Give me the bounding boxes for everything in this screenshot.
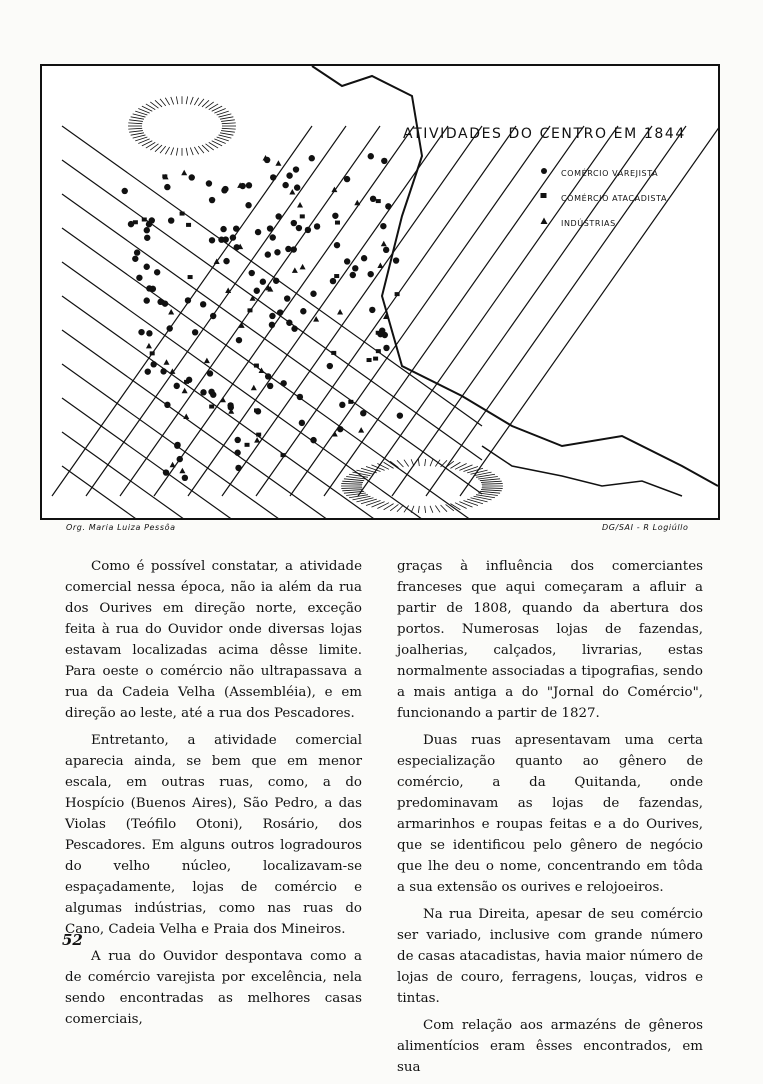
retail-mark (285, 246, 291, 252)
retail-mark (177, 456, 183, 462)
street-line (62, 262, 482, 520)
retail-mark (284, 295, 290, 301)
retail-mark (293, 166, 299, 172)
retail-mark (275, 213, 281, 219)
wholesale-mark (373, 357, 378, 361)
retail-mark (397, 412, 403, 418)
wholesale-mark (376, 331, 381, 335)
industry-mark (182, 388, 188, 394)
retail-mark (369, 307, 375, 313)
hill-hatch (221, 131, 235, 133)
retail-mark (134, 249, 140, 255)
industry-mark (358, 427, 364, 433)
retail-mark (249, 270, 255, 276)
retail-mark (274, 249, 280, 255)
paragraph: graças à influência dos comerciantes franceses que aqui começaram a afluir a partir de 1808, quando da abertura dos portos. Numerosas lojas de fazendas, joalherias, calçados, livrarias, estas normalmente associadas a tipografias, sendo a mais antiga a do "Jornal do Comércio", funcionando a partir de 1827. (397, 559, 703, 721)
retail-mark (192, 329, 198, 335)
street-line (392, 126, 652, 496)
retail-mark (144, 264, 150, 270)
hill-hatch (411, 459, 414, 466)
retail-mark (368, 153, 374, 159)
wholesale-mark (376, 199, 381, 203)
retail-mark (160, 368, 166, 374)
retail-mark (383, 247, 389, 253)
retail-mark (296, 225, 302, 231)
hill-hatch (198, 146, 204, 153)
retail-mark (200, 301, 206, 307)
legend-label: COMÉRCIO VAREJISTA (561, 169, 659, 178)
hill-hatch (366, 500, 381, 505)
retail-mark (174, 383, 180, 389)
retail-mark (154, 269, 160, 275)
retail-mark (145, 368, 151, 374)
paragraph: Com relação aos armazéns de gêneros alimentícios eram êsses encontrados, em sua (397, 1018, 703, 1075)
industry-mark (292, 267, 298, 273)
hill-hatch (480, 491, 500, 493)
wholesale-mark (245, 443, 250, 447)
hill-hatch (133, 135, 146, 138)
wholesale-mark (186, 223, 191, 227)
map-title: ATIVIDADES DO CENTRO EM 1844 (403, 126, 686, 142)
retail-mark (310, 437, 316, 443)
retail-mark (327, 363, 333, 369)
text-column-right (397, 556, 703, 1084)
retail-mark (269, 322, 275, 328)
hill-hatch (425, 506, 426, 513)
retail-mark (334, 242, 340, 248)
retail-mark (385, 203, 391, 209)
retail-mark (393, 257, 399, 263)
retail-mark (273, 278, 279, 284)
retail-mark (254, 288, 260, 294)
retail-mark (209, 197, 215, 203)
retail-mark (245, 202, 251, 208)
street-line (62, 126, 482, 426)
retail-mark (344, 258, 350, 264)
hill-hatch (165, 98, 169, 105)
wholesale-mark (300, 214, 305, 218)
retail-mark (163, 469, 169, 475)
industry-mark (220, 397, 226, 403)
retail-mark (236, 337, 242, 343)
retail-mark (269, 313, 275, 319)
industry-mark (183, 413, 189, 419)
retail-mark (149, 217, 155, 223)
retail-mark (146, 285, 152, 291)
industry-mark (332, 431, 338, 437)
wholesale-mark (254, 408, 259, 412)
retail-mark (294, 184, 300, 190)
retail-mark (233, 225, 239, 231)
industry-mark (168, 309, 174, 315)
wholesale-mark (335, 221, 340, 225)
retail-mark (330, 278, 336, 284)
hill-hatch (430, 459, 433, 466)
retail-mark (300, 308, 306, 314)
retail-mark (299, 420, 305, 426)
hill-hatch (221, 120, 235, 122)
retail-mark (230, 234, 236, 240)
retail-mark (235, 465, 241, 471)
wholesale-mark (180, 212, 185, 216)
street-line (188, 126, 448, 496)
hill-hatch (220, 117, 233, 119)
street-line (222, 126, 482, 496)
industry-mark (204, 358, 210, 364)
hill-hatch (194, 98, 198, 105)
industry-mark (164, 359, 170, 365)
retail-mark (350, 272, 356, 278)
hill-hatch (404, 460, 409, 467)
industry-mark (275, 160, 281, 166)
hill-hatch (222, 123, 236, 124)
wholesale-mark (150, 351, 155, 355)
wholesale-mark (395, 292, 400, 296)
hill-hatch (480, 479, 500, 481)
map-credit-drafting: DG/SAI - R Logiúllo (602, 523, 689, 532)
map-credit-author: Org. Maria Luiza Pessôa (66, 523, 176, 532)
hill-hatch (128, 128, 142, 129)
square-icon (539, 191, 549, 201)
retail-mark (339, 402, 345, 408)
paragraph: Como é possível constatar, a atividade comercial nessa época, não ia além da rua dos Ourives em direção norte, exceção feita à rua do Ouvidor onde diversas lojas estavam localizadas acima dêsse limite. Para oeste o comércio não ultrapassava a rua da Cadeia Velha (Assembléia), e em direção ao leste, até a rua dos Pescadores. (65, 559, 362, 721)
paragraph: Entretanto, a atividade comercial aparecia ainda, se bem que em menor escala, em outras ruas, como, a do Hospício (Buenos Aires), São Pedro, a das Violas (Teófilo Otoni), Rosário, dos Pescadores. Em alguns outros logradouros do velho núcleo, localizavam-se espaçadamente, lojas de comércio e algumas indústrias, como nas ruas do Cano, Cadeia Velha e Praia dos Mineiros. (65, 733, 362, 937)
hill-hatch (463, 500, 478, 505)
hill-hatch (186, 96, 187, 104)
paragraph: Duas ruas apresentavam uma certa especialização quanto ao gênero de comércio, a da Quitanda, onde predominavam as lojas de fazendas, armarinhos e roupas feitas e a do Ourives, que se identificou pelo gênero de negócio que lhe deu o nome, concentrando em tôda a sua extensão os ourives e relojoeiros. (397, 733, 703, 895)
retail-mark (209, 237, 215, 243)
wholesale-mark (281, 453, 286, 457)
retail-mark (368, 271, 374, 277)
hill-hatch (160, 99, 166, 106)
hill-hatch (176, 148, 177, 156)
map-figure (40, 64, 720, 520)
industry-mark (297, 202, 303, 208)
retail-mark (361, 255, 367, 261)
hill-hatch (341, 488, 362, 489)
retail-mark (291, 220, 297, 226)
hill-hatch (190, 148, 193, 156)
street-line (62, 398, 482, 520)
hill-hatch (341, 484, 362, 485)
retail-mark (267, 225, 273, 231)
industry-mark (354, 200, 360, 206)
hill-hatch (186, 148, 187, 156)
industry-mark (179, 468, 185, 474)
retail-mark (174, 442, 180, 448)
hill-hatch (160, 146, 166, 153)
hill-hatch (219, 114, 232, 117)
retail-mark (265, 251, 271, 257)
hill-hatch (131, 133, 144, 135)
retail-mark (200, 389, 206, 395)
wholesale-mark (184, 380, 189, 384)
industry-mark (381, 241, 387, 247)
hill-hatch (222, 128, 236, 129)
hill-hatch (482, 484, 503, 485)
retail-mark (206, 180, 212, 186)
hill-hatch (342, 490, 363, 491)
coastline (482, 446, 682, 496)
hill-hatch (418, 506, 419, 513)
retail-mark (234, 244, 240, 250)
retail-mark (138, 329, 144, 335)
hill-hatch (435, 505, 440, 512)
retail-mark (260, 279, 266, 285)
retail-mark (265, 373, 271, 379)
retail-mark (122, 188, 128, 194)
hill-hatch (481, 481, 502, 482)
retail-mark (128, 221, 134, 227)
hill-hatch (165, 147, 169, 154)
retail-mark (144, 297, 150, 303)
retail-mark (270, 174, 276, 180)
hill-hatch (344, 479, 364, 481)
industry-mark (170, 462, 176, 468)
retail-mark (314, 223, 320, 229)
industry-mark (337, 309, 343, 315)
retail-mark (277, 309, 283, 315)
wholesale-mark (254, 364, 259, 368)
hill-hatch (397, 505, 403, 512)
retail-mark (208, 389, 214, 395)
hill-hatch (220, 133, 233, 135)
hill-hatch (463, 466, 478, 471)
wholesale-mark (334, 274, 339, 278)
retail-mark (246, 182, 252, 188)
retail-mark (381, 158, 387, 164)
industry-mark (146, 343, 152, 349)
street-line (290, 126, 550, 496)
retail-mark (235, 437, 241, 443)
retail-mark (297, 394, 303, 400)
retail-mark (344, 176, 350, 182)
street-line (62, 160, 482, 460)
wholesale-mark (376, 349, 381, 353)
retail-mark (380, 223, 386, 229)
hill-hatch (482, 488, 503, 489)
retail-mark (189, 174, 195, 180)
retail-mark (210, 313, 216, 319)
retail-mark (221, 187, 227, 193)
retail-mark (383, 345, 389, 351)
text-column-left (65, 556, 362, 1036)
retail-mark (168, 217, 174, 223)
hill-hatch (171, 97, 174, 105)
industry-mark (251, 385, 257, 391)
industry-mark (181, 170, 187, 176)
legend-label: INDÚSTRIAS (561, 219, 616, 228)
hill-hatch (219, 135, 232, 138)
hill-hatch (171, 148, 174, 156)
retail-mark (164, 184, 170, 190)
retail-mark (286, 172, 292, 178)
retail-mark (360, 410, 366, 416)
hill-hatch (131, 117, 144, 119)
industry-mark (289, 189, 295, 195)
retail-mark (144, 235, 150, 241)
retail-mark (144, 227, 150, 233)
hill-hatch (418, 459, 419, 466)
retail-mark (332, 213, 338, 219)
wholesale-mark (331, 351, 336, 355)
street-line (426, 126, 686, 496)
paragraph: Na rua Direita, apesar de seu comércio ser variado, inclusive com grande número de casas atacadistas, havia maior número de lojas de couro, ferragens, louças, vidros e tintas. (397, 907, 703, 1006)
street-line (358, 126, 618, 496)
hill-hatch (194, 147, 198, 154)
page-number: 52 (62, 931, 83, 949)
wholesale-mark (247, 308, 252, 312)
wholesale-mark (348, 400, 353, 404)
retail-mark (234, 450, 240, 456)
circle-icon (539, 166, 549, 176)
retail-mark (309, 155, 315, 161)
legend-label: COMÉRCIO ATACADISTA (561, 194, 668, 203)
retail-mark (164, 402, 170, 408)
hill-hatch (133, 114, 146, 117)
industry-mark (377, 263, 383, 269)
retail-mark (370, 196, 376, 202)
wholesale-mark (142, 218, 147, 222)
retail-mark (207, 370, 213, 376)
retail-mark (150, 361, 156, 367)
retail-mark (146, 330, 152, 336)
hill-hatch (481, 490, 502, 491)
hill-hatch (176, 96, 177, 104)
retail-mark (282, 182, 288, 188)
hill-hatch (128, 123, 142, 124)
retail-mark (337, 426, 343, 432)
retail-mark (267, 383, 273, 389)
hill-hatch (397, 460, 403, 467)
hill-hatch (190, 97, 193, 105)
industry-mark (254, 437, 260, 443)
retail-mark (223, 258, 229, 264)
retail-mark (310, 291, 316, 297)
retail-mark (291, 326, 297, 332)
retail-mark (286, 320, 292, 326)
wholesale-mark (209, 405, 214, 409)
retail-mark (280, 380, 286, 386)
retail-mark (162, 300, 168, 306)
retail-mark (167, 325, 173, 331)
hill-hatch (430, 506, 433, 513)
hill-hatch (441, 505, 447, 512)
retail-mark (352, 265, 358, 271)
retail-mark (136, 275, 142, 281)
hill-hatch (425, 459, 426, 466)
retail-mark (270, 234, 276, 240)
paragraph: A rua do Ouvidor despontava como a de comércio varejista por excelência, nela sendo encontradas as melhores casas comerciais, (65, 949, 362, 1027)
retail-mark (222, 236, 228, 242)
wholesale-mark (256, 433, 261, 437)
wholesale-mark (188, 275, 193, 279)
hill-hatch (342, 481, 363, 482)
retail-mark (220, 226, 226, 232)
wholesale-mark (367, 358, 372, 362)
retail-mark (132, 256, 138, 262)
hill-hatch (129, 120, 143, 122)
street-line (62, 296, 482, 520)
retail-mark (255, 229, 261, 235)
hill-hatch (129, 131, 143, 133)
triangle-icon (539, 216, 549, 226)
retail-mark (182, 475, 188, 481)
retail-mark (185, 297, 191, 303)
hill-hatch (198, 99, 204, 106)
retail-mark (305, 227, 311, 233)
industry-mark (300, 264, 306, 270)
